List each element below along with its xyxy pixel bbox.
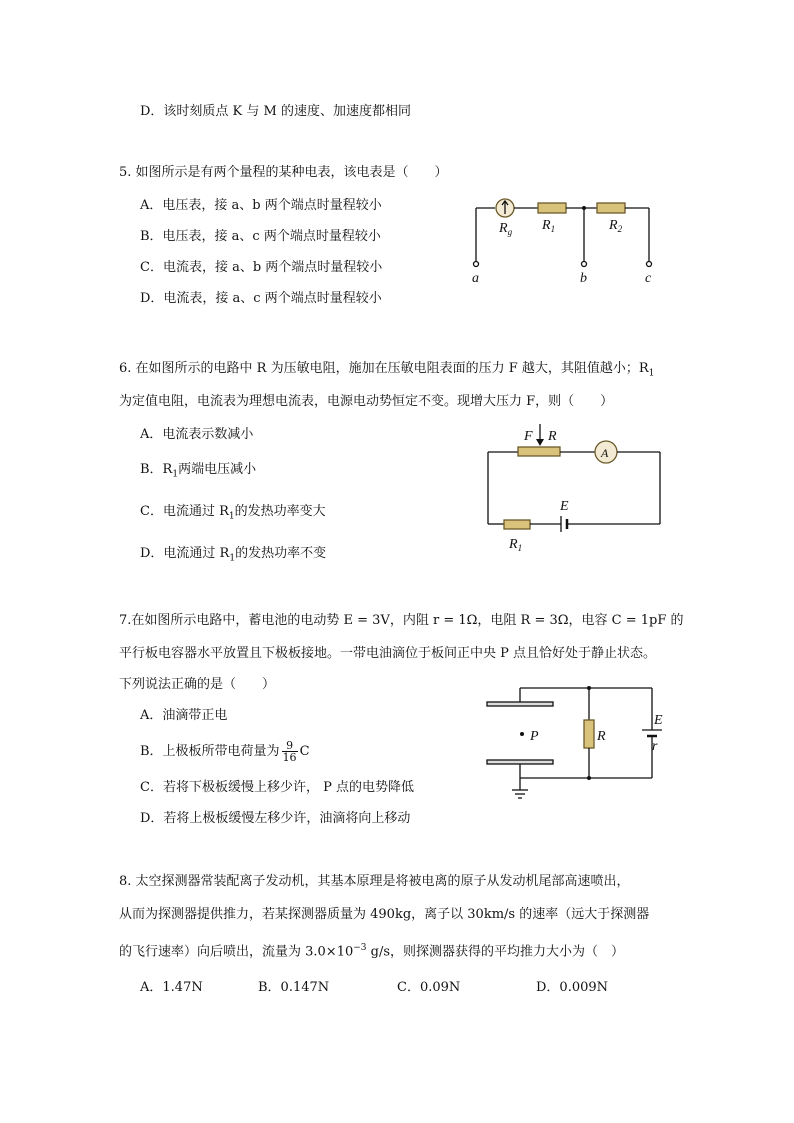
q8-option-a: A．1.47N [140,980,203,995]
resistor-label: R [597,729,606,744]
q8-options [0,976,794,994]
q6-option-b: B．$R_1$两端电压减小 [140,462,257,480]
q7-option-c: C．若将下极板缓慢上移少许， P 点的电势降低 [140,780,414,795]
terminal-b: b [580,271,587,286]
q5-stem: 5. 如图所示是有两个量程的某种电表，该电表是（ ） [119,165,448,180]
q6-option-c: C．电流通过 $R_1$的发热功率变大 [140,504,326,522]
q6-stem-line2: 为定值电阻，电流表为理想电流表，电源电动势恒定不变。现增大压力 F，则（ ） [119,394,614,409]
q8-stem-line3: 的飞行速率）向后喷出，流量为 $3.0\times 10^{-3}$ g/s，则探测器获得的平均推力大小为（ ） [119,943,625,960]
q5-option-b: B．电压表，接 a、c 两个端点时量程较小 [140,229,381,244]
emf-label: E [560,499,569,514]
ammeter-label: A [601,446,609,460]
force-label: F [524,429,533,444]
r1-label: $R_1$ [509,537,523,553]
point-p-label: P [530,729,539,744]
q8-option-b: B．0.147N [258,980,330,995]
r1-label: $R_1$ [542,218,556,234]
q5-meter-circuit [460,190,670,290]
q7-stem-line2: 平行板电容器水平放置且下极板接地。一带电油滴位于板间正中央 P 点且恰好处于静止状态。 [119,646,657,661]
internal-resistance-label: r [652,739,658,754]
q4-option-d: D．该时刻质点 K 与 M 的速度、加速度都相同 [140,104,411,119]
q7-stem-line3: 下列说法正确的是（ ） [119,677,276,692]
q6-option-a: A．电流表示数减小 [140,427,254,442]
terminal-c: c [645,271,652,286]
q5-option-d: D．电流表，接 a、c 两个端点时量程较小 [140,291,382,306]
emf-label: E [654,713,663,728]
q8-stem-line2: 从而为探测器提供推力，若某探测器质量为 490kg，离子以 30km/s 的速率（远大于探测器 [119,907,650,922]
r2-label: $R_2$ [609,218,623,234]
q7-stem-line1: 7.在如图所示电路中，蓄电池的电动势 E = 3V，内阻 r = 1Ω，电阻 R = 3Ω，电容 C = 1pF 的 [119,613,684,628]
rg-label: $R_g$ [499,221,513,237]
q8-option-c: C．0.09N [397,980,461,995]
q7-option-d: D．若将上极板缓慢左移少许，油滴将向上移动 [140,811,411,826]
q7-option-a: A．油滴带正电 [140,708,228,723]
q6-option-d: D．电流通过 $R_1$的发热功率不变 [140,546,327,564]
q6-pressure-circuit [478,418,668,558]
q8-option-d: D．0.009N [536,980,609,995]
q5-option-c: C．电流表，接 a、b 两个端点时量程较小 [140,260,383,275]
q8-stem-line1: 8. 太空探测器常装配离子发动机，其基本原理是将被电离的原子从发动机尾部高速喷出， [119,874,630,889]
varistor-label: R [548,429,557,444]
terminal-a: a [472,271,479,286]
q6-stem-line1: 6. 在如图所示的电路中 R 为压敏电阻，施加在压敏电阻表面的压力 F 越大，其阻值越小；$R_1$ [119,361,655,379]
q5-option-a: A．电压表，接 a、b 两个端点时量程较小 [140,198,382,213]
q7-option-b: B．上极板所带电荷量为 $\frac{9}{16}$ C [140,739,310,764]
charge-fraction: $\frac{9}{16}$ [282,739,297,764]
q7-capacitor-circuit [484,680,674,810]
